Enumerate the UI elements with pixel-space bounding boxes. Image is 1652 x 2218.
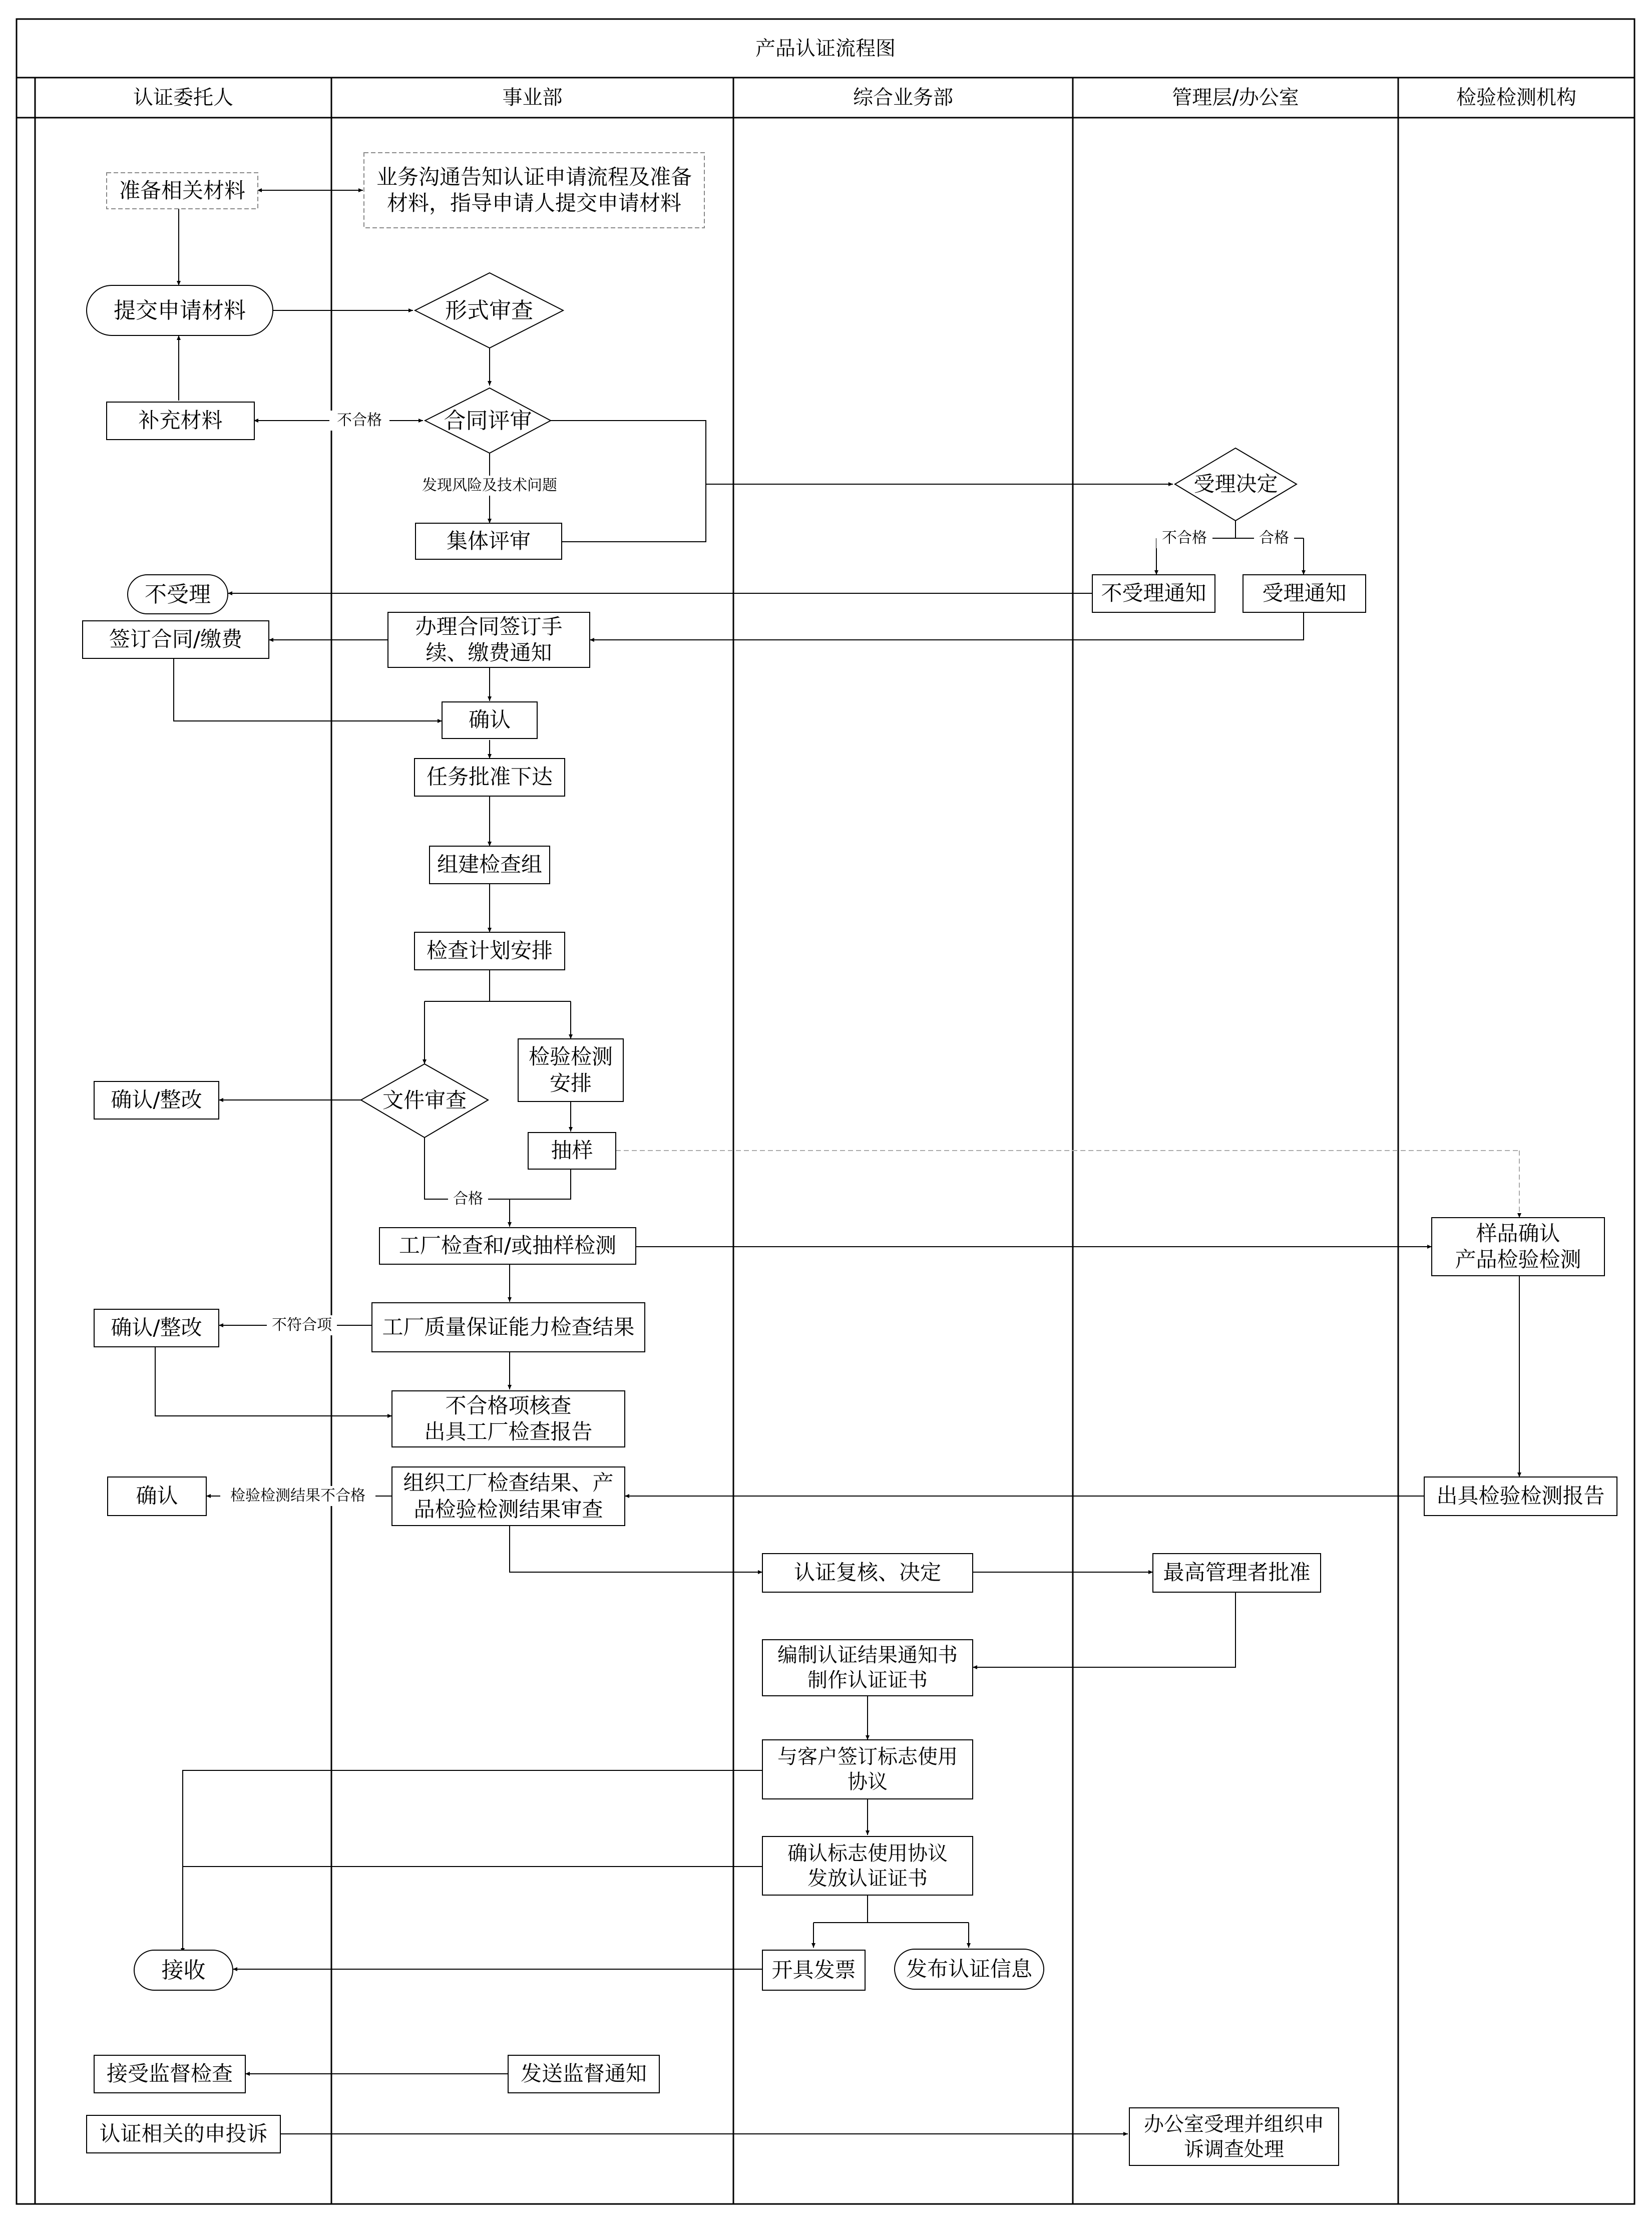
node-factory-inspection: 工厂检查和/或抽样检测 xyxy=(398,1233,617,1258)
node-handle-contract xyxy=(388,612,590,667)
edge-label-fail: 不合格 xyxy=(329,411,389,431)
node-quality-result: 工厂质量保证能力检查结果 xyxy=(382,1314,635,1339)
node-document-review: 文件审查 xyxy=(382,1088,467,1113)
node-organize-review-line2: 品检验检测结果审查 xyxy=(414,1497,603,1522)
node-confirm-rectify-2: 确认/整改 xyxy=(111,1315,202,1340)
edge-label-risk: 发现风险及技术问题 xyxy=(409,476,570,496)
lane-header-business-dept: 事业部 xyxy=(502,86,563,109)
node-organize-review-line1: 组织工厂检查结果、产 xyxy=(403,1470,614,1495)
node-sign-mark-agreement-line2: 协议 xyxy=(848,1770,888,1793)
node-communication xyxy=(364,153,704,228)
node-sign-mark-agreement xyxy=(762,1740,973,1799)
diagram-title: 产品认证流程图 xyxy=(755,37,896,60)
edge-label-nonconformity: 不符合项 xyxy=(267,1315,337,1335)
node-test-report: 出具检验检测报告 xyxy=(1436,1484,1605,1509)
node-contract-review: 合同评审 xyxy=(444,408,532,434)
node-confirm: 确认 xyxy=(468,707,511,732)
lane-header-applicant: 认证委托人 xyxy=(133,86,233,109)
node-nonconformity-check-line1: 不合格项核查 xyxy=(445,1393,572,1418)
node-accept-notice: 受理通知 xyxy=(1262,581,1347,606)
node-office-complaint-handling-line2: 诉调查处理 xyxy=(1184,2137,1284,2161)
node-send-supervision-notice: 发送监督通知 xyxy=(520,2061,647,2086)
node-test-arrangement-line2: 安排 xyxy=(549,1070,592,1095)
node-prepare-materials: 准备相关材料 xyxy=(119,178,245,203)
node-sampling: 抽样 xyxy=(551,1138,593,1163)
node-compile-certificate xyxy=(762,1640,973,1696)
node-receive: 接收 xyxy=(161,1957,206,1983)
node-confirm-mark-agreement-line1: 确认标志使用协议 xyxy=(787,1841,948,1865)
node-supplement-materials: 补充材料 xyxy=(138,408,223,433)
node-publish-info: 发布认证信息 xyxy=(906,1956,1032,1981)
lane-header-testing-agency: 检验检测机构 xyxy=(1456,86,1576,109)
node-organize-review xyxy=(392,1467,625,1526)
edge-label-decision-pass: 合格 xyxy=(1254,528,1294,548)
node-build-team: 组建检查组 xyxy=(437,852,542,877)
node-task-approval: 任务批准下达 xyxy=(426,765,553,790)
node-accept-supervision: 接受监督检查 xyxy=(106,2061,233,2086)
node-nonconformity-check xyxy=(392,1391,625,1447)
node-sign-contract-pay: 签订合同/缴费 xyxy=(109,627,243,652)
node-confirm-rectify-1: 确认/整改 xyxy=(111,1087,202,1113)
node-sample-testing-line1: 样品确认 xyxy=(1476,1221,1560,1246)
node-test-arrangement-line1: 检验检测 xyxy=(528,1044,613,1069)
lane-header-general-affairs: 综合业务部 xyxy=(853,86,953,109)
node-handle-contract-line1: 办理合同签订手 xyxy=(415,614,563,639)
edge-label-decision-fail: 不合格 xyxy=(1156,528,1212,548)
node-sample-testing xyxy=(1432,1218,1604,1276)
node-reject-notice: 不受理通知 xyxy=(1101,581,1206,606)
node-communication-line1: 业务沟通告知认证申请流程及准备 xyxy=(376,164,692,189)
node-submit-materials: 提交申请材料 xyxy=(114,297,246,323)
node-recheck-decision: 认证复核、决定 xyxy=(793,1560,941,1585)
node-top-approval: 最高管理者批准 xyxy=(1163,1560,1311,1585)
node-communication-line2: 材料，指导申请人提交申请材料 xyxy=(386,191,681,215)
node-office-complaint-handling xyxy=(1129,2108,1339,2165)
node-formal-review: 形式审查 xyxy=(445,297,533,323)
node-reject: 不受理 xyxy=(145,581,211,607)
node-confirm-mark-agreement-line2: 发放认证证书 xyxy=(807,1867,928,1890)
node-inspection-plan: 检查计划安排 xyxy=(426,938,553,963)
node-handle-contract-line2: 续、缴费通知 xyxy=(426,640,552,665)
node-sign-mark-agreement-line1: 与客户签订标志使用 xyxy=(777,1745,958,1768)
node-complaint: 认证相关的申投诉 xyxy=(99,2121,268,2146)
node-issue-invoice: 开具发票 xyxy=(771,1957,856,1982)
node-confirm-2: 确认 xyxy=(136,1484,178,1509)
node-confirm-mark-agreement xyxy=(762,1836,973,1895)
node-collective-review: 集体评审 xyxy=(446,528,531,553)
node-accept-decision: 受理决定 xyxy=(1193,472,1278,497)
node-nonconformity-check-line2: 出具工厂检查报告 xyxy=(424,1419,593,1444)
node-test-arrangement xyxy=(518,1039,623,1101)
lane-header-management: 管理层/办公室 xyxy=(1172,86,1299,109)
edge-label-test-fail: 检验检测结果不合格 xyxy=(220,1486,375,1506)
node-office-complaint-handling-line1: 办公室受理并组织申 xyxy=(1144,2112,1324,2136)
node-sample-testing-line2: 产品检验检测 xyxy=(1455,1247,1581,1272)
node-compile-certificate-line2: 制作认证证书 xyxy=(807,1669,928,1692)
edge-label-document-pass: 合格 xyxy=(448,1189,488,1209)
node-compile-certificate-line1: 编制认证结果通知书 xyxy=(777,1644,958,1667)
